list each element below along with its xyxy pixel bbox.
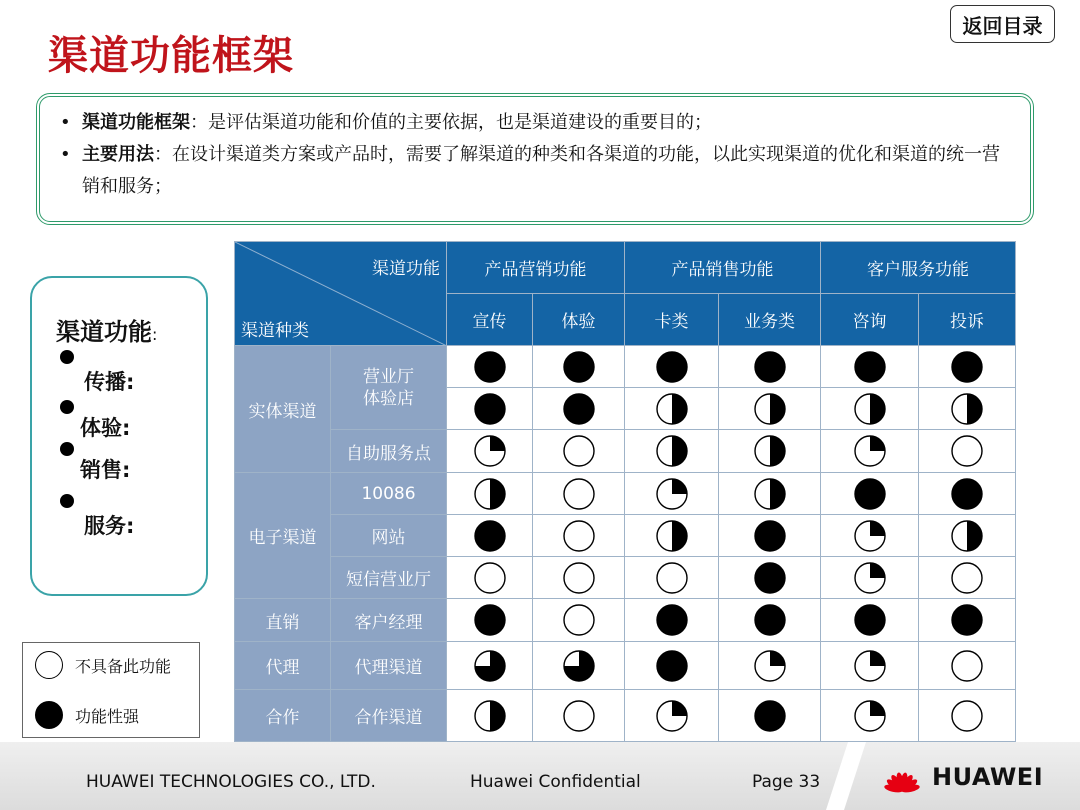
function-level-cell <box>821 690 919 742</box>
partial-circle-icon <box>950 519 984 553</box>
column-header: 体验 <box>533 294 625 346</box>
function-level-cell <box>919 690 1016 742</box>
function-item-spread: 传播: <box>84 370 135 394</box>
summary-box <box>36 93 1034 225</box>
function-level-cell <box>625 515 719 557</box>
partial-circle-icon <box>473 477 507 511</box>
legend-item-empty <box>35 651 171 679</box>
partial-circle-icon <box>853 699 887 733</box>
function-level-cell <box>821 599 919 642</box>
group-header: 客户服务功能 <box>821 242 1016 294</box>
empty-circle-icon <box>35 651 63 679</box>
empty-circle-icon <box>562 561 596 595</box>
function-list-panel <box>30 276 208 596</box>
full-circle-icon <box>753 603 787 637</box>
full-circle-icon <box>473 603 507 637</box>
table-row <box>235 599 1016 642</box>
footer-confidential: Huawei Confidential <box>470 772 641 792</box>
corner-bottom-label: 渠道种类 <box>241 321 309 341</box>
function-level-cell <box>447 346 533 388</box>
filled-sector <box>770 651 785 666</box>
footer-page-number: Page 33 <box>752 772 821 792</box>
partial-circle-icon <box>853 519 887 553</box>
function-level-cell <box>719 388 821 430</box>
filled-sector <box>967 394 982 424</box>
function-level-cell <box>821 515 919 557</box>
subchannel-header: 网站 <box>331 515 447 557</box>
empty-circle-icon <box>655 561 689 595</box>
back-to-contents-button[interactable]: 返回目录 <box>950 5 1055 43</box>
column-header: 卡类 <box>625 294 719 346</box>
function-level-cell <box>625 388 719 430</box>
empty-circle-icon <box>950 434 984 468</box>
table-row <box>235 642 1016 690</box>
function-level-cell <box>919 599 1016 642</box>
function-level-cell <box>719 430 821 473</box>
bullet: • <box>60 112 71 133</box>
empty-circle-icon <box>950 649 984 683</box>
partial-circle-icon <box>655 392 689 426</box>
partial-circle-icon <box>853 649 887 683</box>
full-circle-icon <box>562 392 596 426</box>
column-header: 咨询 <box>821 294 919 346</box>
full-circle-icon <box>950 603 984 637</box>
partial-circle-icon <box>753 477 787 511</box>
group-header: 产品销售功能 <box>625 242 821 294</box>
summary-line-2 <box>60 139 1014 203</box>
legend-item-full <box>35 701 139 729</box>
empty-circle-icon <box>562 477 596 511</box>
summary-line-1 <box>60 107 1014 139</box>
function-level-cell <box>625 430 719 473</box>
full-circle-icon <box>853 603 887 637</box>
full-circle-icon <box>655 603 689 637</box>
full-circle-icon <box>35 701 63 729</box>
table-row <box>235 515 1016 557</box>
filled-sector <box>672 521 687 551</box>
category-header: 实体渠道 <box>235 346 331 473</box>
partial-circle-icon <box>753 649 787 683</box>
function-level-cell <box>533 346 625 388</box>
full-circle-icon <box>753 350 787 384</box>
footer-company: HUAWEI TECHNOLOGIES CO., LTD. <box>86 772 376 792</box>
empty-circle-icon <box>562 519 596 553</box>
empty-circle-icon <box>562 603 596 637</box>
partial-circle-icon <box>753 392 787 426</box>
full-circle-icon <box>950 350 984 384</box>
filled-sector <box>870 701 885 716</box>
partial-circle-icon <box>753 434 787 468</box>
subchannel-header: 代理渠道 <box>331 642 447 690</box>
empty-circle-icon <box>562 434 596 468</box>
filled-sector <box>967 521 982 551</box>
partial-circle-icon <box>655 519 689 553</box>
full-circle-icon <box>473 350 507 384</box>
empty-circle-icon <box>950 561 984 595</box>
partial-circle-icon <box>473 699 507 733</box>
category-header: 合作 <box>235 690 331 742</box>
subchannel-header: 合作渠道 <box>331 690 447 742</box>
filled-sector <box>672 394 687 424</box>
legend-label: 不具备此功能 <box>75 656 172 676</box>
table-row <box>235 473 1016 515</box>
function-level-cell <box>533 473 625 515</box>
partial-circle-icon <box>473 649 507 683</box>
column-header: 投诉 <box>919 294 1016 346</box>
function-level-cell <box>719 473 821 515</box>
filled-sector <box>870 394 885 424</box>
category-header: 电子渠道 <box>235 473 331 599</box>
filled-sector <box>672 701 687 716</box>
partial-circle-icon <box>655 434 689 468</box>
partial-circle-icon <box>473 434 507 468</box>
function-list-title-colon: : <box>152 325 158 344</box>
filled-sector <box>870 651 885 666</box>
full-circle-icon <box>562 350 596 384</box>
full-circle-icon <box>655 649 689 683</box>
full-circle-icon <box>853 477 887 511</box>
function-level-cell <box>919 515 1016 557</box>
channel-function-matrix <box>234 241 1016 742</box>
function-level-cell <box>821 346 919 388</box>
partial-circle-icon <box>562 649 596 683</box>
function-level-cell <box>625 473 719 515</box>
full-circle-icon <box>473 392 507 426</box>
page-title: 渠道功能框架 <box>48 33 294 79</box>
function-item-experience: 体验: <box>80 416 131 440</box>
function-level-cell <box>919 388 1016 430</box>
filled-sector <box>490 701 505 731</box>
function-level-cell <box>719 690 821 742</box>
function-level-cell <box>821 642 919 690</box>
full-circle-icon <box>753 519 787 553</box>
subchannel-header: 客户经理 <box>331 599 447 642</box>
function-level-cell <box>447 599 533 642</box>
function-level-cell <box>625 642 719 690</box>
legend-label: 功能性强 <box>75 706 140 726</box>
subchannel-header <box>331 346 447 430</box>
function-level-cell <box>447 515 533 557</box>
empty-circle-icon <box>473 561 507 595</box>
function-item-service: 服务: <box>84 514 135 538</box>
column-header: 业务类 <box>719 294 821 346</box>
full-circle-icon <box>753 699 787 733</box>
function-level-cell <box>447 557 533 599</box>
filled-sector <box>870 521 885 536</box>
filled-sector <box>770 436 785 466</box>
table-row <box>235 430 1016 473</box>
footer <box>0 742 1080 810</box>
function-level-cell <box>533 557 625 599</box>
table-row <box>235 557 1016 599</box>
function-level-cell <box>919 557 1016 599</box>
function-level-cell <box>919 430 1016 473</box>
footer-divider <box>826 742 866 810</box>
function-level-cell <box>447 690 533 742</box>
full-circle-icon <box>753 561 787 595</box>
filled-sector <box>490 436 505 451</box>
bullet: • <box>60 144 71 165</box>
filled-sector <box>870 563 885 578</box>
function-level-cell <box>533 642 625 690</box>
function-level-cell <box>625 346 719 388</box>
bullet-dot-icon <box>60 400 74 414</box>
partial-circle-icon <box>655 477 689 511</box>
function-level-cell <box>719 642 821 690</box>
filled-sector <box>770 394 785 424</box>
corner-header <box>235 242 447 346</box>
category-header: 代理 <box>235 642 331 690</box>
table-row <box>235 690 1016 742</box>
function-level-cell <box>625 557 719 599</box>
partial-circle-icon <box>853 392 887 426</box>
function-level-cell <box>919 473 1016 515</box>
function-level-cell <box>821 388 919 430</box>
empty-circle-icon <box>950 699 984 733</box>
filled-sector <box>870 436 885 451</box>
category-header: 直销 <box>235 599 331 642</box>
brand-name: HUAWEI <box>932 763 1044 791</box>
function-level-cell <box>533 515 625 557</box>
huawei-flower-icon <box>878 758 926 796</box>
function-level-cell <box>719 557 821 599</box>
function-level-cell <box>447 388 533 430</box>
bullet-dot-icon <box>60 350 74 364</box>
partial-circle-icon <box>853 434 887 468</box>
summary-text: ：是评估渠道功能和价值的主要依据，也是渠道建设的重要目的； <box>190 112 712 133</box>
subchannel-header: 10086 <box>331 473 447 515</box>
partial-circle-icon <box>950 392 984 426</box>
function-level-cell <box>625 599 719 642</box>
function-level-cell <box>533 599 625 642</box>
function-level-cell <box>919 346 1016 388</box>
function-level-cell <box>447 473 533 515</box>
bullet-dot-icon <box>60 442 74 456</box>
filled-sector <box>672 479 687 494</box>
function-level-cell <box>821 430 919 473</box>
summary-text: ：在设计渠道类方案或产品时，需要了解渠道的种类和各渠道的功能，以此实现渠道的优化和渠道的统一营销和服务； <box>82 144 1000 197</box>
full-circle-icon <box>473 519 507 553</box>
function-level-cell <box>919 642 1016 690</box>
function-item-sales: 销售: <box>80 458 131 482</box>
partial-circle-icon <box>853 561 887 595</box>
column-header: 宣传 <box>447 294 533 346</box>
subchannel-header: 短信营业厅 <box>331 557 447 599</box>
bullet-dot-icon <box>60 494 74 508</box>
function-list-title <box>56 312 157 347</box>
subchannel-header: 自助服务点 <box>331 430 447 473</box>
subchannel-label: 营业厅 <box>363 366 414 387</box>
function-list-title-text: 渠道功能 <box>56 318 152 346</box>
summary-key: 主要用法 <box>82 144 154 165</box>
function-level-cell <box>719 346 821 388</box>
summary-key: 渠道功能框架 <box>82 112 190 133</box>
table-row <box>235 346 1016 388</box>
function-level-cell <box>719 599 821 642</box>
filled-sector <box>770 479 785 509</box>
function-level-cell <box>625 690 719 742</box>
filled-sector <box>490 479 505 509</box>
partial-circle-icon <box>655 699 689 733</box>
huawei-logo <box>878 758 1043 796</box>
function-level-cell <box>447 430 533 473</box>
function-level-cell <box>447 642 533 690</box>
empty-circle-icon <box>562 699 596 733</box>
function-level-cell <box>719 515 821 557</box>
function-level-cell <box>821 473 919 515</box>
function-level-cell <box>533 430 625 473</box>
legend <box>22 642 200 738</box>
full-circle-icon <box>655 350 689 384</box>
filled-sector <box>672 436 687 466</box>
full-circle-icon <box>853 350 887 384</box>
function-level-cell <box>533 388 625 430</box>
subchannel-label: 体验店 <box>363 388 414 409</box>
group-header: 产品营销功能 <box>447 242 625 294</box>
full-circle-icon <box>950 477 984 511</box>
corner-top-label: 渠道功能 <box>372 259 440 279</box>
function-level-cell <box>821 557 919 599</box>
function-level-cell <box>533 690 625 742</box>
